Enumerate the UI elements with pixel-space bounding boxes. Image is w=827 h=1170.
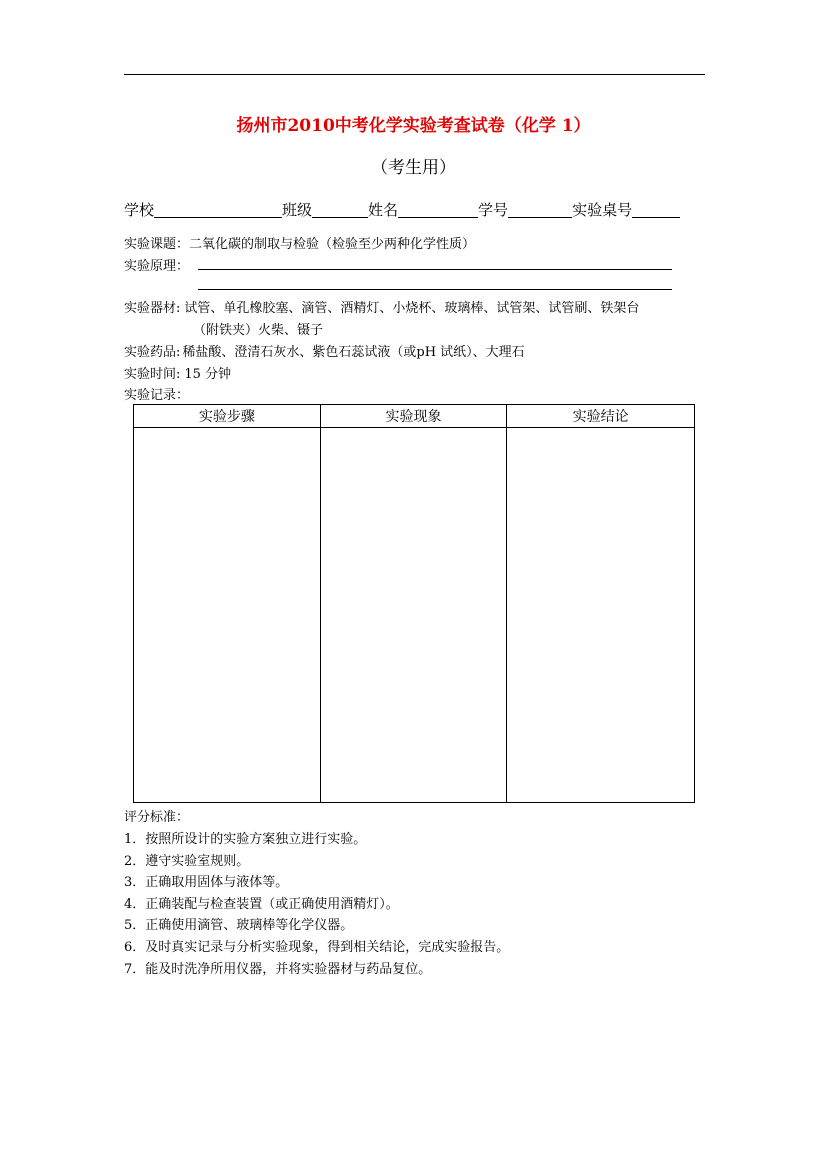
- topic-label: 实验课题：: [124, 237, 190, 252]
- criteria-item: 4．正确装配与检查装置（或正确使用酒精灯）。: [124, 897, 399, 912]
- name-field[interactable]: [398, 201, 478, 218]
- page-title: 扬州市2010中考化学实验考查试卷（化学 1）: [236, 116, 591, 136]
- record-table: [133, 404, 695, 803]
- reagents-label: 实验药品:: [124, 345, 181, 360]
- desk-no-label: 实验桌号: [572, 201, 633, 219]
- conclusion-cell[interactable]: [507, 428, 695, 803]
- desk-no-field[interactable]: [632, 201, 680, 218]
- equipment-label: 实验器材:: [124, 301, 181, 316]
- reagents-line: [124, 341, 525, 360]
- page-subtitle: （考生用）: [371, 158, 456, 178]
- phenomena-cell[interactable]: [320, 428, 507, 803]
- class-field[interactable]: [312, 201, 368, 218]
- header-phenomena: 实验现象: [320, 405, 507, 428]
- topic-line: [124, 233, 475, 252]
- criteria-item: 5．正确使用滴管、玻璃棒等化学仪器。: [124, 918, 354, 933]
- topic-text: 二氧化碳的制取与检验（检验至少两种化学性质）: [189, 237, 476, 252]
- time-label: 实验时间:: [124, 367, 181, 382]
- record-label: 实验记录：: [124, 388, 190, 403]
- criteria-item: 7．能及时洗净所用仪器，并将实验器材与药品复位。: [124, 962, 432, 977]
- criteria-item: 6．及时真实记录与分析实验现象，得到相关结论，完成实验报告。: [124, 940, 510, 955]
- record-header-row: [134, 405, 695, 428]
- principle-line: [124, 255, 189, 274]
- header-steps: 实验步骤: [134, 405, 321, 428]
- student-no-field[interactable]: [508, 201, 572, 218]
- equipment-line: [124, 297, 639, 316]
- student-info-line: [124, 199, 680, 220]
- class-label: 班级: [282, 201, 313, 219]
- principle-blank-2[interactable]: [198, 289, 672, 290]
- header-rule: [124, 74, 705, 75]
- criteria-title: 评分标准：: [124, 810, 190, 825]
- record-body-row: [134, 428, 695, 803]
- time-text: 15 分钟: [184, 367, 232, 382]
- principle-label: 实验原理：: [124, 259, 190, 274]
- criteria-item: 1．按照所设计的实验方案独立进行实验。: [124, 832, 367, 847]
- header-conclusion: 实验结论: [507, 405, 695, 428]
- school-field[interactable]: [154, 201, 282, 218]
- criteria-item: 2．遵守实验室规则。: [124, 854, 250, 869]
- reagents-text: 稀盐酸、澄清石灰水、紫色石蕊试液（或pH 试纸）、大理石: [182, 345, 525, 360]
- steps-cell[interactable]: [134, 428, 321, 803]
- criteria-item: 3．正确取用固体与液体等。: [124, 875, 289, 890]
- equipment-text-cont: （附铁夹）火柴、镊子: [193, 323, 324, 338]
- name-label: 姓名: [368, 201, 399, 219]
- equipment-text: 试管、单孔橡胶塞、滴管、酒精灯、小烧杯、玻璃棒、试管架、试管刷、铁架台: [184, 301, 640, 316]
- school-label: 学校: [124, 201, 155, 219]
- principle-blank-1[interactable]: [198, 269, 672, 270]
- time-line: [124, 363, 231, 382]
- student-no-label: 学号: [478, 201, 509, 219]
